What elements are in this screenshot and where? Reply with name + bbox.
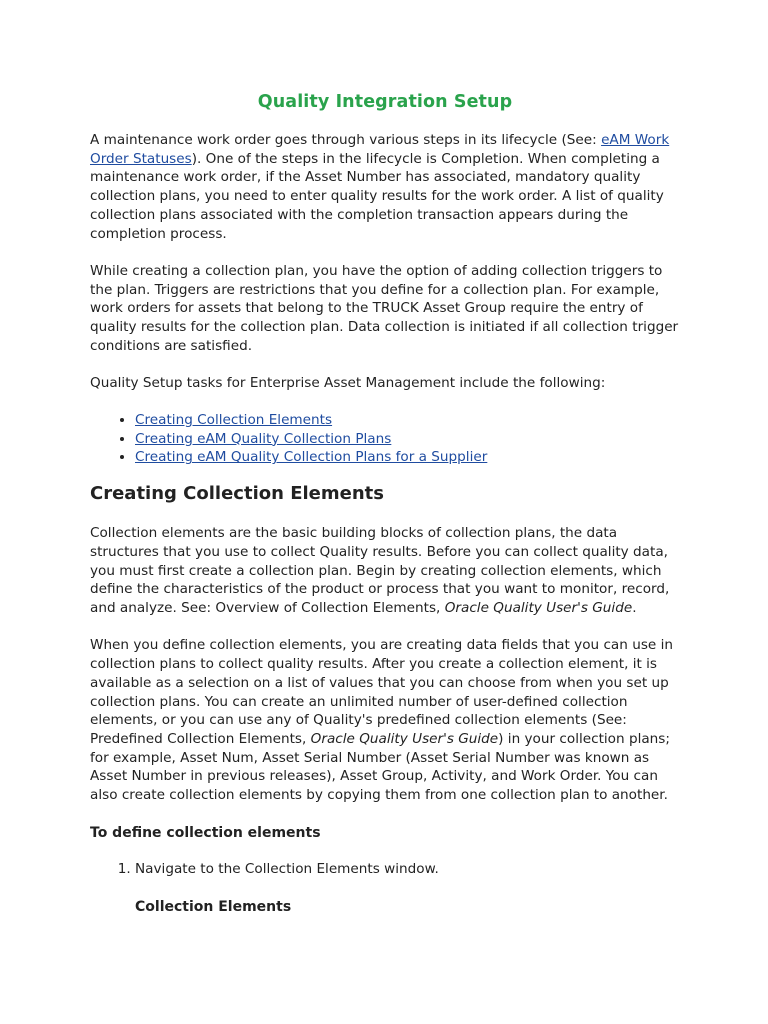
intro-paragraph-3: Quality Setup tasks for Enterprise Asset Management include the following: (90, 375, 606, 392)
section-paragraph-1 (90, 524, 680, 618)
intro-paragraph-1 (90, 131, 680, 243)
section-p1-text: Collection elements are the basic building blocks of collection plans, the data structures that you use to collect Quality results. Before you can collect quality data, you must first create a collection plan. Begin by creating collection elements, which define the characteristics of the product or process that you want to monitor, record, and analyze. See: Overview of Collection Elements, (90, 525, 670, 617)
intro-paragraph-2: While creating a collection plan, you have the option of adding collection triggers to the plan. Triggers are restrictions that you define for a collection plan. For example, work orders for assets that belong to the TRUCK Asset Group require the entry of quality results for the collection plan. Data collection is initiated if all collection trigger conditions are satisfied. (90, 262, 679, 354)
section-p1-end: . (632, 600, 637, 617)
creating-eam-quality-collection-plans-link[interactable]: Creating eAM Quality Collection Plans (135, 430, 392, 447)
section-p2-end: ) in your collection plans; for example, Asset Num, Asset Serial Number (Asset Serial Number was known as Asset Number in previous releases), Asset Group, Activity, and Work Order. You can also create collection elements by copying them from one collection plan to another. (90, 730, 670, 804)
document-content (90, 92, 680, 917)
creating-eam-quality-collection-plans-supplier-link[interactable]: Creating eAM Quality Collection Plans for a Supplier (135, 449, 488, 466)
setup-task-list (90, 411, 680, 467)
list-item (135, 411, 680, 430)
guide-reference: Oracle Quality User's Guide (310, 730, 499, 747)
work-order-statuses-link[interactable]: eAM Work Order Statuses (90, 132, 670, 167)
intro-text-end: ). One of the steps in the lifecycle is Completion. When completing a maintenance work order, if the Asset Number has associated, mandatory quality collection plans, you need to enter quality results for the work order. A list of quality collection plans associated with the completion transaction appears during the completion process. (90, 150, 664, 242)
procedure-steps (90, 860, 680, 879)
procedure-heading: To define collection elements (90, 824, 321, 841)
creating-collection-elements-link[interactable]: Creating Collection Elements (135, 411, 333, 428)
list-item (135, 430, 680, 449)
window-label: Collection Elements (135, 898, 292, 915)
section-p2-text: When you define collection elements, you are creating data fields that you can use in collection plans to collect quality results. After you create a collection element, it is available as a selection on a list of values that you can choose from when you set up collection plans. You can create an unlimited number of user-defined collection elements, or you can use any of Quality's predefined collection elements (See: Predefined Collection Elements, (90, 637, 673, 747)
section-heading: Creating Collection Elements (90, 483, 384, 505)
step-item: 1. Navigate to the Collection Elements window. (135, 860, 680, 879)
section-paragraph-2 (90, 636, 680, 804)
page-title: Quality Integration Setup (257, 92, 513, 112)
guide-reference: Oracle Quality User's Guide (444, 600, 633, 617)
list-item (135, 448, 680, 467)
intro-text-start: A maintenance work order goes through various steps in its lifecycle (See: (90, 132, 602, 148)
